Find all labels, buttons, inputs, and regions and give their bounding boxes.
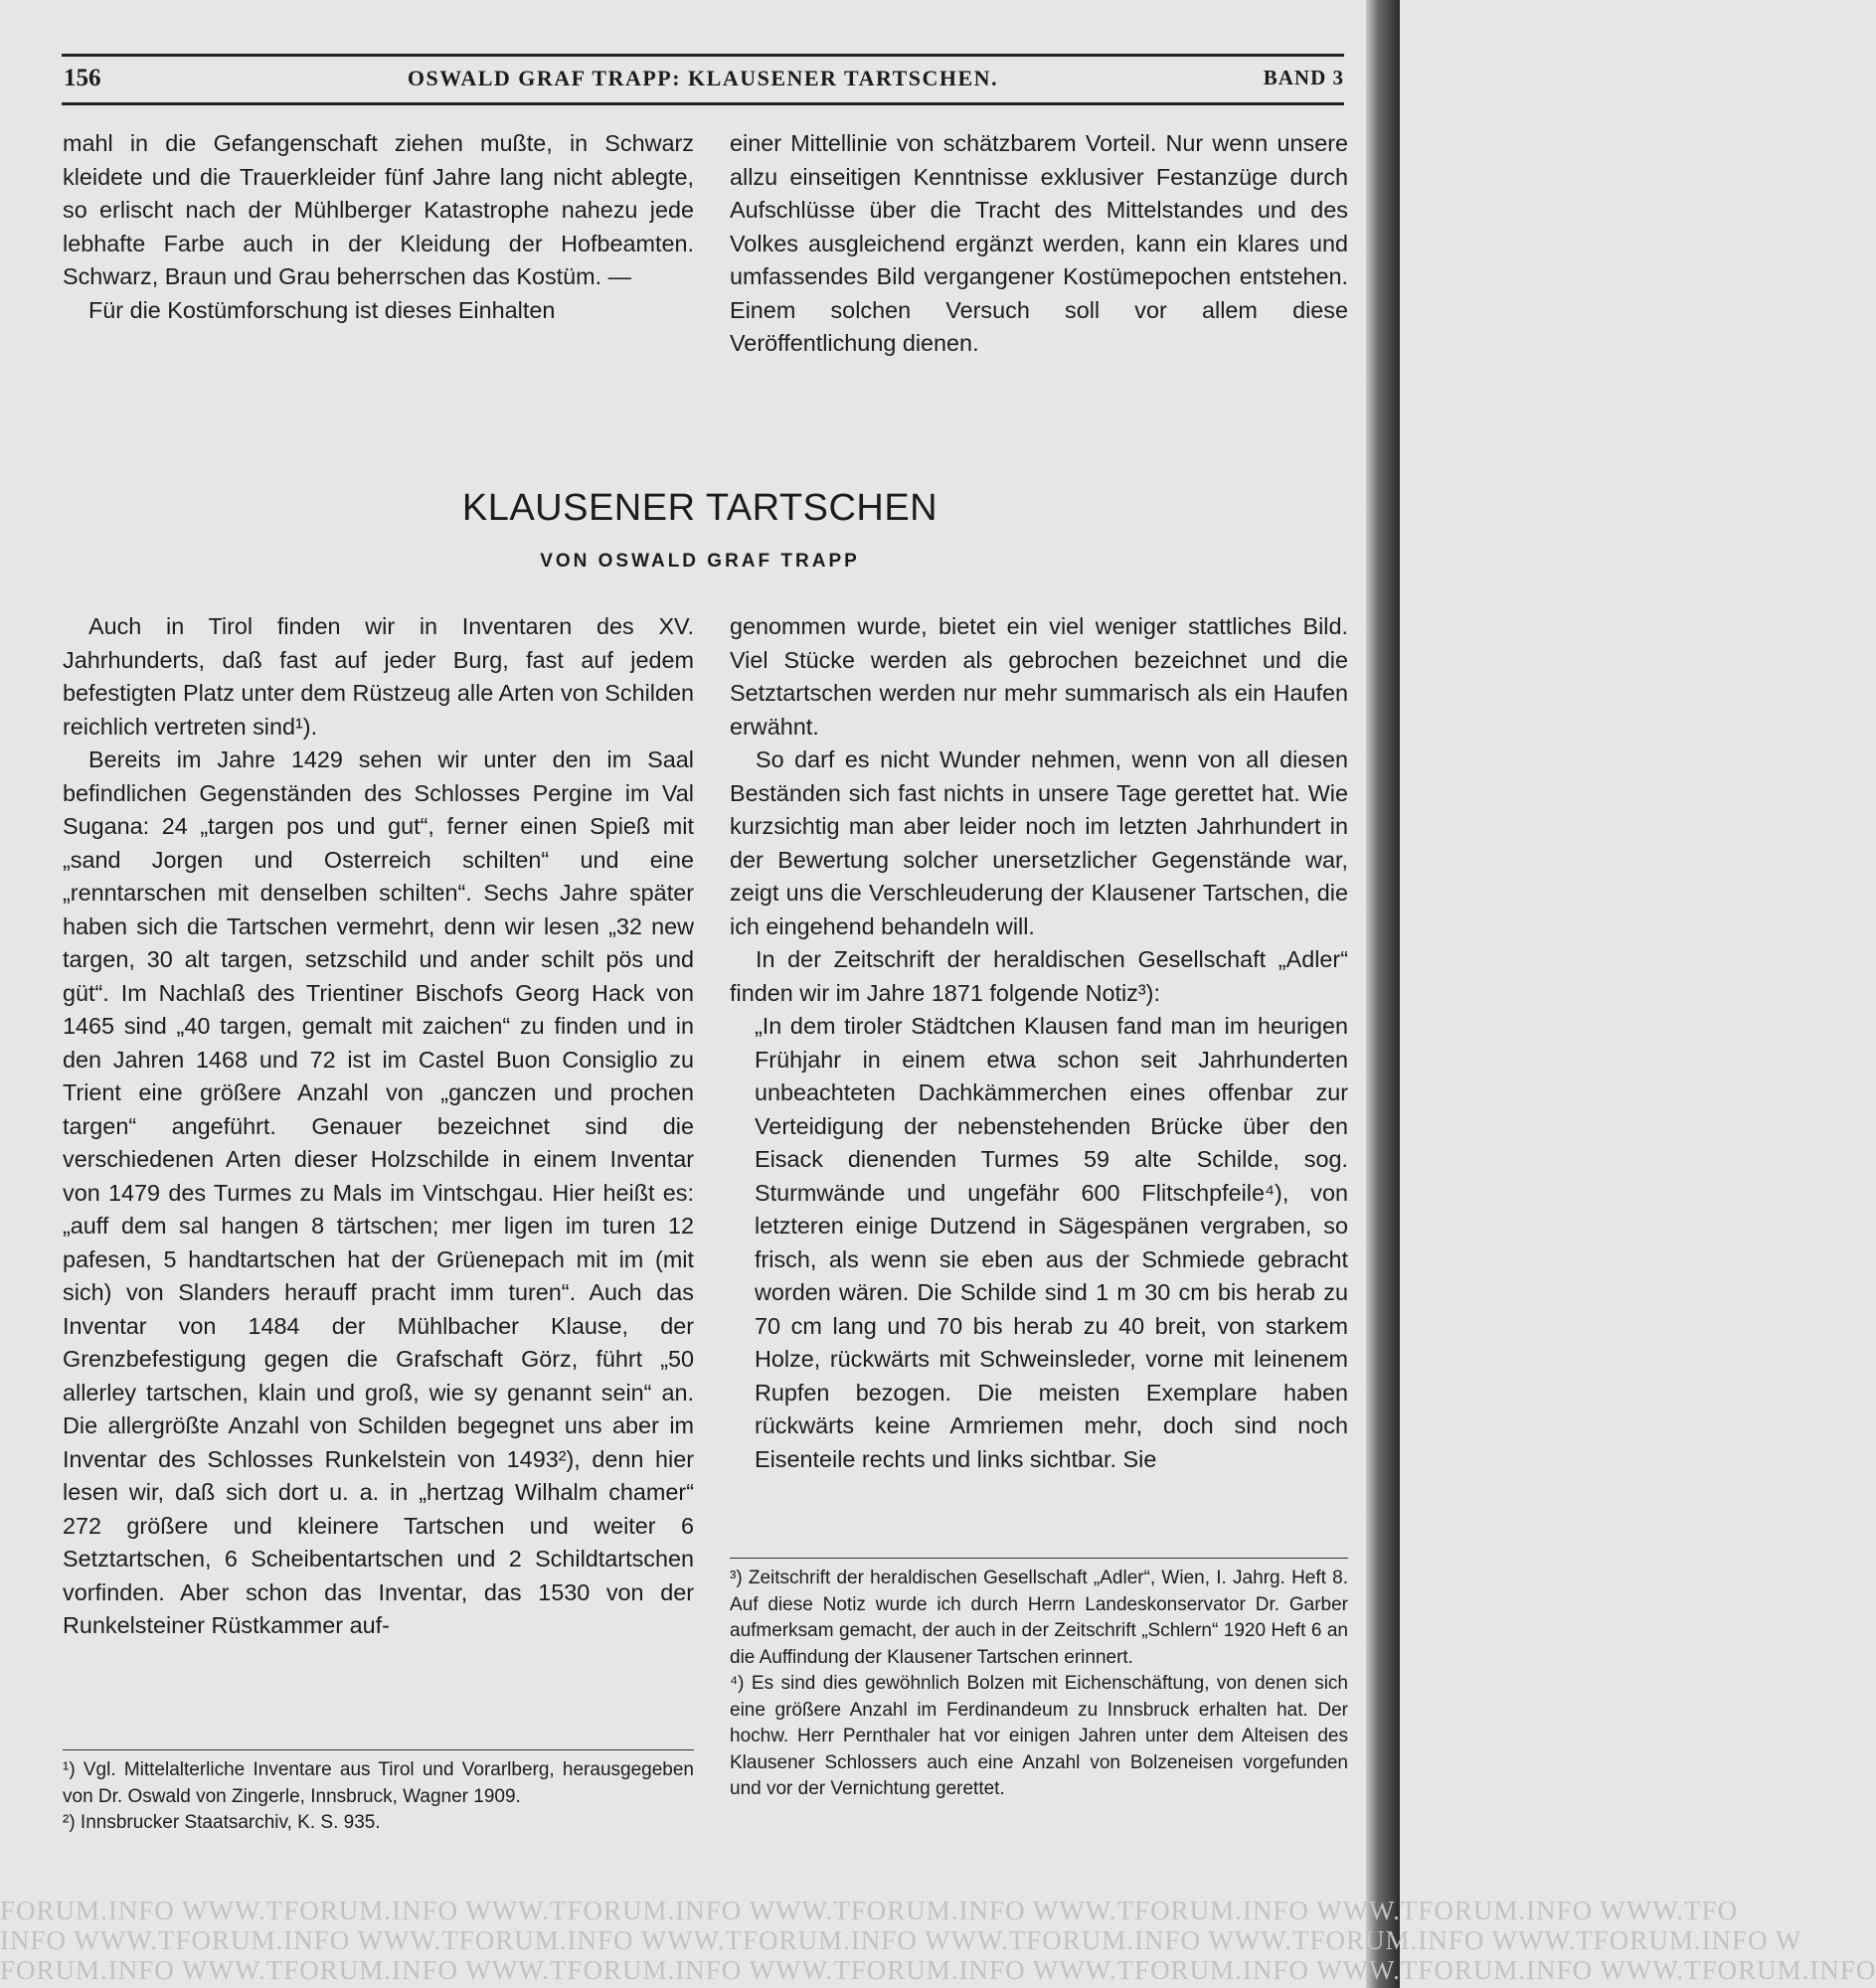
previous-article-left-column bbox=[63, 127, 694, 327]
page-number: 156 bbox=[64, 65, 101, 91]
watermark-line: FORUM.INFO WWW.TFORUM.INFO WWW.TFORUM.INFO WWW.TFORUM.INFO WWW.TFORUM.INFO WWW.TFORUM.INFO WWW.TFORUM.INFO bbox=[0, 1955, 1876, 1985]
paragraph: Auch in Tirol finden wir in Inventaren des XV. Jahrhunderts, daß fast auf jeder Burg, fast auf jedem befestigten Platz unter dem Rüstzeug alle Arten von Schilden reichlich vertreten sind¹). bbox=[63, 613, 694, 740]
footnotes-left bbox=[63, 1749, 694, 1837]
paragraph: So darf es nicht Wunder nehmen, wenn von all diesen Beständen sich fast nichts in unsere Tage gerettet hat. Wie kurzsichtig man aber leider noch im letzten Jahrhundert in der Bewertung solcher unersetzlicher Gegenstände war, zeigt uns die Verschleuderung der Klausener Tartschen, die ich eingehend behandeln will. bbox=[730, 746, 1348, 939]
watermark-line: INFO WWW.TFORUM.INFO WWW.TFORUM.INFO WWW.TFORUM.INFO WWW.TFORUM.INFO WWW.TFORUM.INFO WWW.TFORUM.INFO W bbox=[0, 1925, 1802, 1955]
footnotes-right bbox=[730, 1558, 1348, 1803]
paragraph: Bereits im Jahre 1429 sehen wir unter den im Saal befindlichen Gegenständen des Schlosses Pergine im Val Sugana: 24 „targen pos und gut“, ferner einen Spieß mit „sand Jorgen und Osterreich schilten“ und eine „renntarschen mit denselben schilten“. Sechs Jahre später haben sich die Tartschen vermehrt, denn wir lesen „32 new targen, 30 alt targen, setzschild und ander schilt pös und güt“. Im Nachlaß des Trientiner Bischofs Georg Hack von 1465 sind „40 targen, gemalt mit zaichen“ zu finden und in den Jahren 1468 und 72 ist im Castel Buon Consiglio zu Trient eine größere Anzahl von „ganczen und prochen targen“ angeführt. Genauer bezeichnet sind die verschiedenen Arten dieser Holzschilde in einem Inventar von 1479 des Turmes zu Mals im Vintschgau. Hier heißt es: „auff dem sal hangen 8 tärtschen; mer ligen im turen 12 pafesen, 5 handtartschen hat der Grüenepach mit im (mit sich) von Slanders herauff pracht imm turen“. Auch das Inventar von 1484 der Mühlbacher Klause, der Grenzbefestigung gegen die Grafschaft Görz, führt „50 allerley tartschen, klain und groß, wie sy genannt sein“ an. Die allergrößte Anzahl von Schilden begegnet uns aber im Inventar des Schlosses Runkelstein von 1493²), denn hier lesen wir, daß sich dort u. a. in „hertzag Wilhalm chamer“ 272 größere und kleinere Tartschen und weiter 6 Setztartschen, 6 Scheibentartschen und 2 Schildtartschen vorfinden. Aber schon das Inventar, das 1530 von der Runkelsteiner Rüstkammer auf- bbox=[63, 746, 694, 1638]
article-title: KLAUSENER TARTSCHEN bbox=[461, 487, 938, 529]
article-left-column bbox=[63, 610, 694, 1643]
page-edge-shadow bbox=[1366, 0, 1400, 1988]
paragraph: einer Mittellinie von schätzbarem Vorteil. Nur wenn unsere allzu einseitigen Kenntnisse exklusiver Festanzüge durch Aufschlüsse über die Tracht des Mittelstandes und des Volkes ausgleichend ergänzt werden, kann ein klares und umfassendes Bild vergangener Kostümepochen entstehen. Einem solchen Versuch soll vor allem diese Veröffentlichung dienen. bbox=[730, 130, 1348, 356]
running-header bbox=[62, 54, 1344, 105]
volume-label: BAND 3 bbox=[1263, 66, 1344, 89]
footnote: ¹) Vgl. Mittelalterliche Inventare aus Tirol und Vorarlberg, herausgegeben von Dr. Oswald von Zingerle, Innsbruck, Wagner 1909. bbox=[63, 1759, 694, 1807]
paragraph: mahl in die Gefangenschaft ziehen mußte, in Schwarz kleidete und die Trauerkleider fünf Jahre lang nicht ablegte, so erlischt nach der Mühlberger Katastrophe nahezu jede lebhafte Farbe auch in der Kleidung der Hofbeamten. Schwarz, Braun und Grau beherrschen das Kostüm. — bbox=[63, 130, 694, 289]
article-byline: VON OSWALD GRAF TRAPP bbox=[540, 551, 860, 572]
previous-article-right-column bbox=[730, 127, 1348, 361]
paragraph: In der Zeitschrift der heraldischen Gesellschaft „Adler“ finden wir im Jahre 1871 folgende Notiz³): bbox=[730, 946, 1348, 1006]
footnote: ³) Zeitschrift der heraldischen Gesellschaft „Adler“, Wien, I. Jahrg. Heft 8. Auf diese Notiz wurde ich durch Herrn Landeskonservator Dr. Garber aufmerksam gemacht, der auch in der Zeitschrift „Schlern“ 1920 Heft 6 an die Auffindung der Klausener Tartschen erinnert. bbox=[730, 1568, 1348, 1668]
paragraph: Für die Kostümforschung ist dieses Einhalten bbox=[88, 296, 556, 323]
paragraph: genommen wurde, bietet ein viel weniger stattliches Bild. Viel Stücke werden als gebrochen bezeichnet und die Setztartschen werden nur mehr summarisch als ein Haufen erwähnt. bbox=[730, 613, 1348, 740]
footnote: ²) Innsbrucker Staatsarchiv, K. S. 935. bbox=[63, 1812, 381, 1833]
running-title: OSWALD GRAF TRAPP: KLAUSENER TARTSCHEN. bbox=[407, 66, 999, 90]
footnote: ⁴) Es sind dies gewöhnlich Bolzen mit Eichenschäftung, von denen sich eine größere Anzahl im Ferdinandeum zu Innsbruck erhalten hat. Der hochw. Herr Pernthaler hat vor einigen Jahren unter dem Alteisen des Klausener Schlossers auch eine Anzahl von Bolzeneisen vorgefunden und vor der Vernichtung gerettet. bbox=[730, 1673, 1348, 1799]
watermark-line: FORUM.INFO WWW.TFORUM.INFO WWW.TFORUM.INFO WWW.TFORUM.INFO WWW.TFORUM.INFO WWW.TFORUM.INFO WWW.TFO bbox=[0, 1896, 1739, 1925]
block-quote: „In dem tiroler Städtchen Klausen fand man im heurigen Frühjahr in einem etwa schon seit Jahrhunderten unbeachteten Dachkämmerchen eines offenbar zur Verteidigung der nebenstehenden Brücke über den Eisack dienenden Turmes 59 alte Schilde, sog. Sturmwände und ungefähr 600 Flitschpfeile⁴), von letzteren einige Dutzend in Sägespänen vergraben, so frisch, als wenn sie eben aus der Schmiede gebracht worden wären. Die Schilde sind 1 m 30 cm bis herab zu 70 cm lang und 70 bis herab zu 40 breit, von starkem Holze, rückwärts mit Schweinsleder, vorne mit leinenem Rupfen bezogen. Die meisten Exemplare haben rückwärts keine Armriemen mehr, doch sind noch Eisenteile rechts und links sichtbar. Sie bbox=[755, 1013, 1348, 1472]
article-right-column bbox=[730, 610, 1348, 1476]
